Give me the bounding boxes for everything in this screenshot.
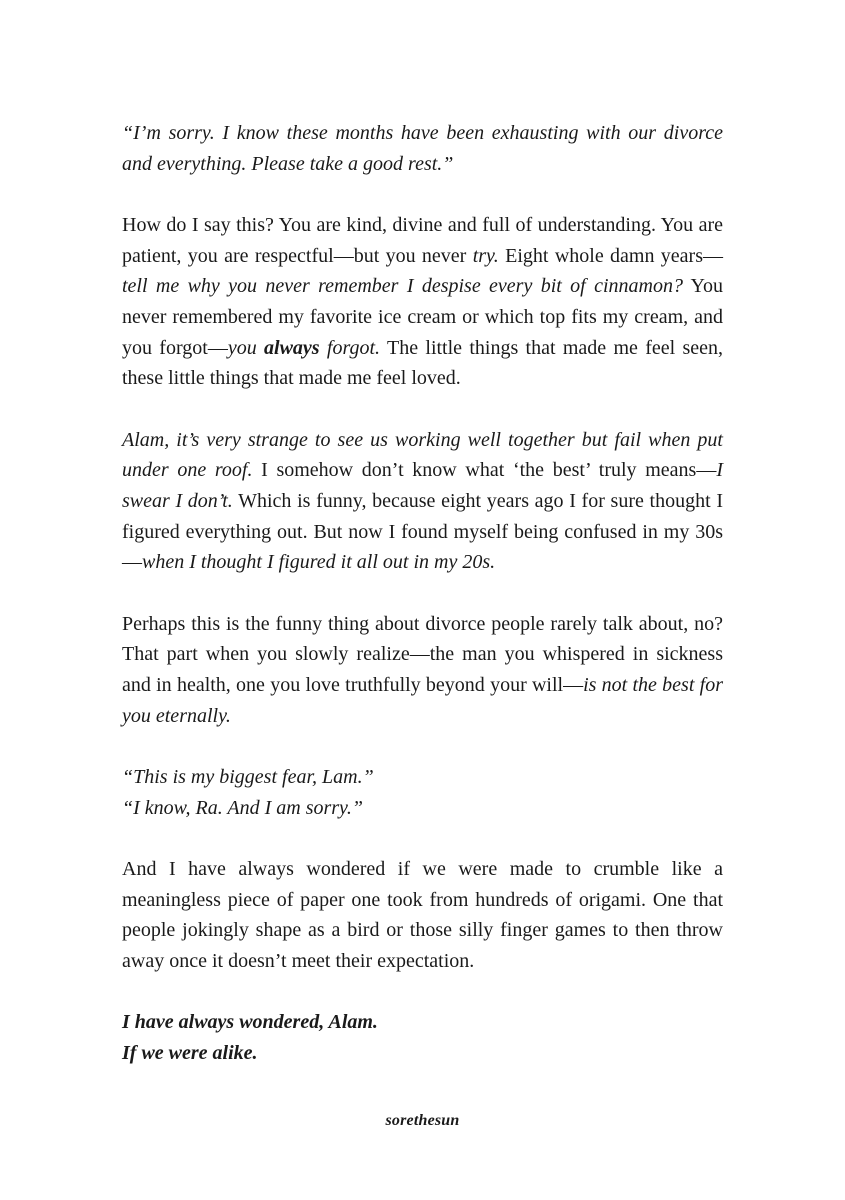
opening-quote	[122, 118, 723, 179]
p2-text-a: How do I say this? You are kind, divine and full of understanding. You are patient, you are respectful—but you never	[122, 214, 723, 267]
paragraph-gap	[122, 179, 723, 210]
p4-italic-eternally: is not the best for you eternally.	[122, 673, 723, 727]
paragraph-gap	[122, 731, 723, 762]
p4-text-a: Perhaps this is the funny thing about divorce people rarely talk about, no? That part when you slowly realize—the man you whispered in sickness and in health, one you love truthfully beyond your will—	[122, 612, 723, 696]
p3-italic-20s: when I thought I figured it all out in my 20s.	[142, 551, 496, 574]
paragraph-gap	[122, 578, 723, 609]
opening-quote-text: “I’m sorry. I know these months have been exhausting with our divorce and everything. Please take a good rest.”	[122, 122, 723, 175]
p2-text-i: The little things that made me feel seen, these little things that made me feel loved.	[122, 336, 724, 390]
paragraph-3	[122, 425, 723, 578]
p2-bold-always: always	[264, 336, 320, 359]
paragraph-2	[122, 210, 723, 394]
dialogue-line-1: “This is my biggest fear, Lam.”	[122, 766, 374, 789]
page-body	[122, 118, 723, 1069]
paragraph-gap	[122, 823, 723, 854]
paragraph-gap	[122, 394, 723, 425]
dialogue-line-2: “I know, Ra. And I am sorry.”	[122, 796, 363, 819]
p2-italic-forgot: forgot.	[319, 336, 381, 359]
p3-italic-swear: I swear I don’t.	[122, 459, 723, 512]
p2-italic-try: try.	[472, 244, 499, 267]
p2-italic-cinnamon: tell me why you never remember I despise every bit of cinnamon?	[122, 275, 683, 298]
p3-text-d: Which is funny, because eight years ago I for sure thought I figured everything out. But now I found myself being confused in my 30s—	[122, 489, 723, 574]
p2-text-c: Eight whole damn years—	[498, 244, 724, 267]
p3-text-b: I somehow don’t know what ‘the best’ truly means—	[252, 459, 717, 482]
paragraph-5: And I have always wondered if we were made to crumble like a meaningless piece of paper one took from hundreds of origami. One that people jokingly shape as a bird or those silly finger games to then throw away once it doesn’t meet their expectation.	[122, 858, 723, 973]
paragraph-gap	[122, 977, 723, 1007]
closing-line-2: If we were alike.	[122, 1041, 258, 1064]
closing-line-1: I have always wondered, Alam.	[122, 1010, 378, 1033]
p3-italic-alam: Alam, it’s very strange to see us working well together but fail when put under one roof.	[122, 428, 723, 482]
p2-text-e: You never remembered my favorite ice cream or which top fits my cream, and you forgot—	[122, 275, 724, 359]
paragraph-4	[122, 609, 723, 731]
author-signature: sorethesun	[385, 1112, 460, 1129]
p2-italic-you: you	[227, 336, 265, 359]
